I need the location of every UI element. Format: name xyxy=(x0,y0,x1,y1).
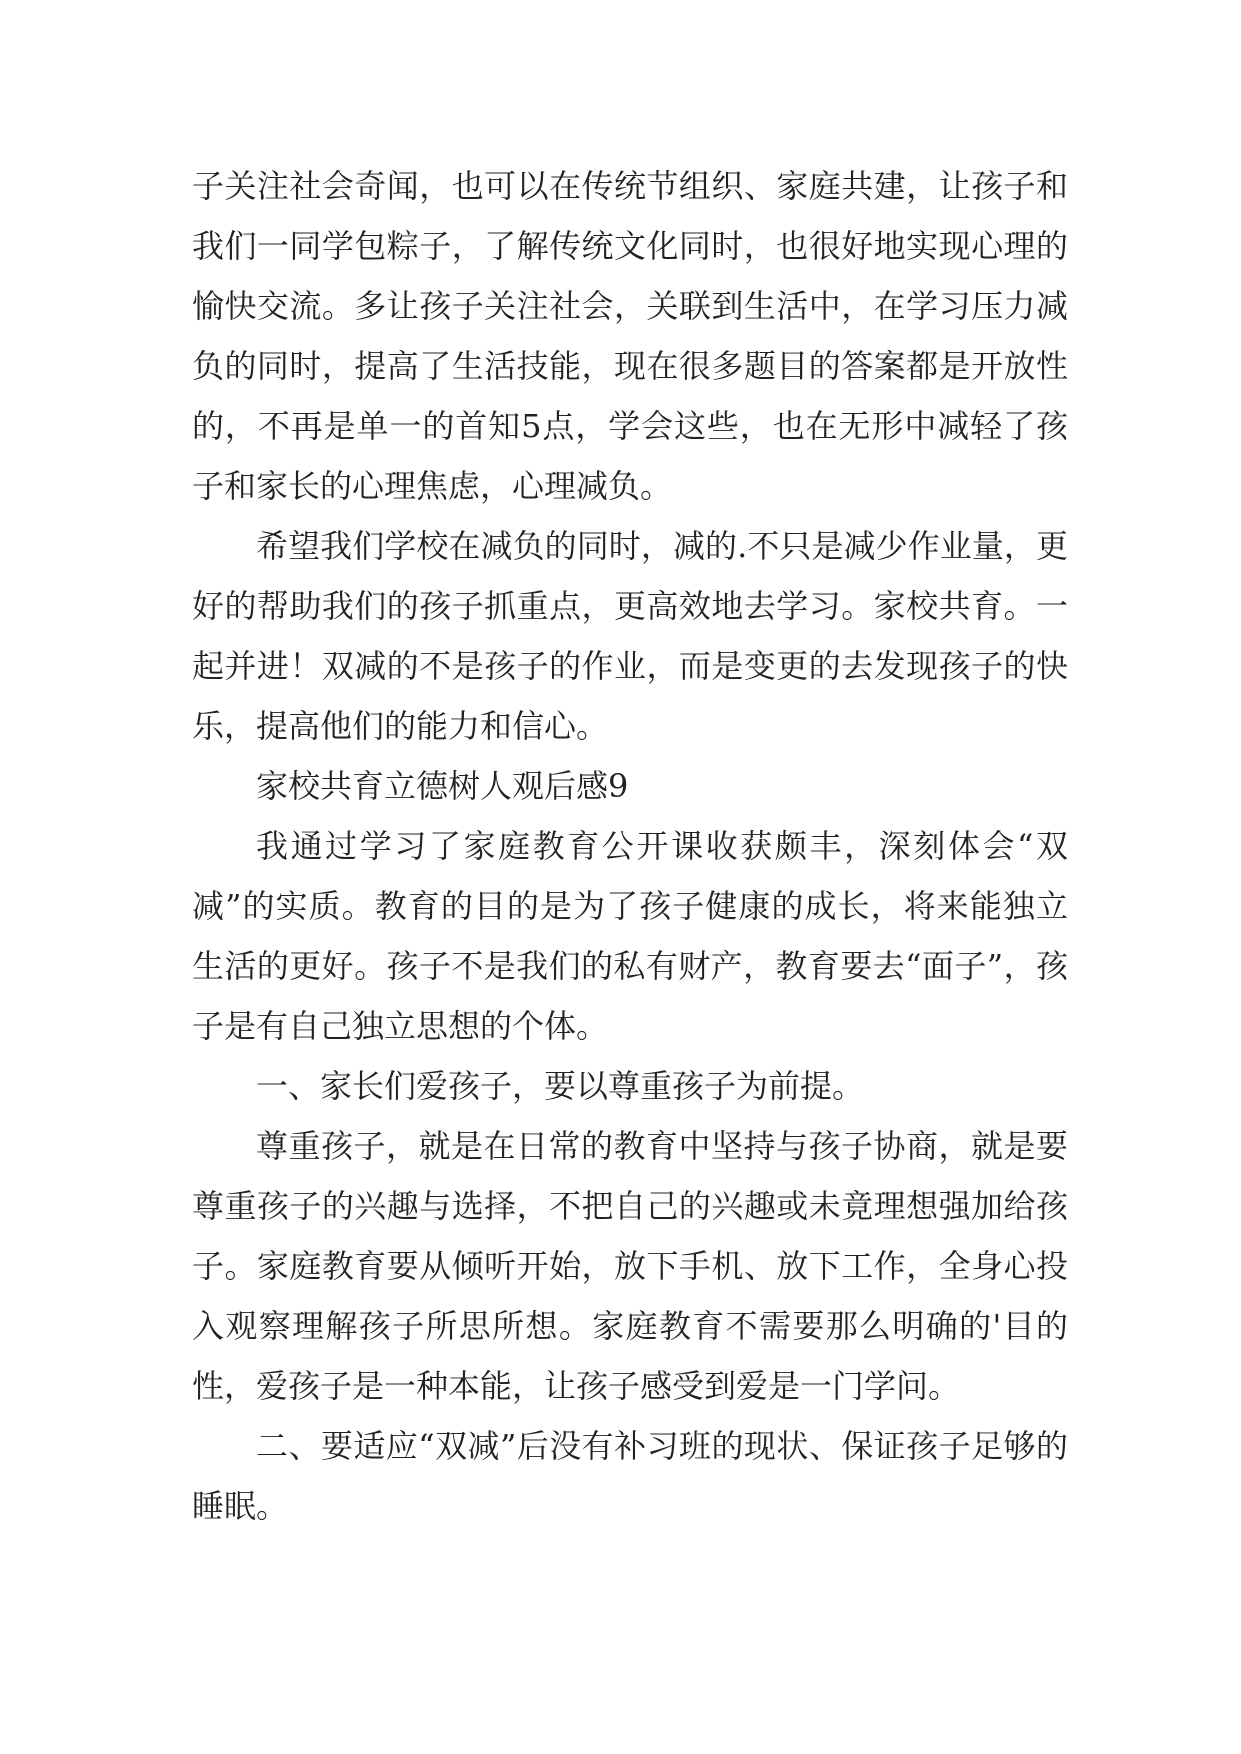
paragraph-3: 我通过学习了家庭教育公开课收获颇丰，深刻体会“双减”的实质。教育的目的是为了孩子健康的成长，将来能独立生活的更好。孩子不是我们的私有财产，教育要去“面子”，孩子是有自己独立思想的个体。 xyxy=(192,827,1068,1045)
point-one-heading: 一、家长们爱孩子，要以尊重孩子为前提。 xyxy=(256,1067,865,1105)
paragraph-4: 尊重孩子，就是在日常的教育中坚持与孩子协商，就是要尊重孩子的兴趣与选择，不把自己的兴趣或未竟理想强加给孩子。家庭教育要从倾听开始，放下手机、放下工作，全身心投入观察理解孩子所思所想。家庭教育不需要那么明确的'目的性，爱孩子是一种本能，让孩子感受到爱是一门学问。 xyxy=(192,1127,1068,1405)
section-heading: 家校共育立德树人观后感9 xyxy=(256,767,629,805)
document-body xyxy=(192,156,1068,1536)
paragraph-1: 子关注社会奇闻，也可以在传统节组织、家庭共建，让孩子和我们一同学包粽子，了解传统文化同时，也很好地实现心理的愉快交流。多让孩子关注社会，关联到生活中，在学习压力减负的同时，提高了生活技能，现在很多题目的答案都是开放性的，不再是单一的首知5点，学会这些，也在无形中减轻了孩子和家长的心理焦虑，心理减负。 xyxy=(192,167,1068,505)
paragraph-2: 希望我们学校在减负的同时，减的.不只是减少作业量，更好的帮助我们的孩子抓重点，更高效地去学习。家校共育。一起并进！双减的不是孩子的作业，而是变更的去发现孩子的快乐，提高他们的能力和信心。 xyxy=(192,527,1068,745)
point-two-heading: 二、要适应“双减”后没有补习班的现状、保证孩子足够的睡眠。 xyxy=(192,1427,1068,1525)
